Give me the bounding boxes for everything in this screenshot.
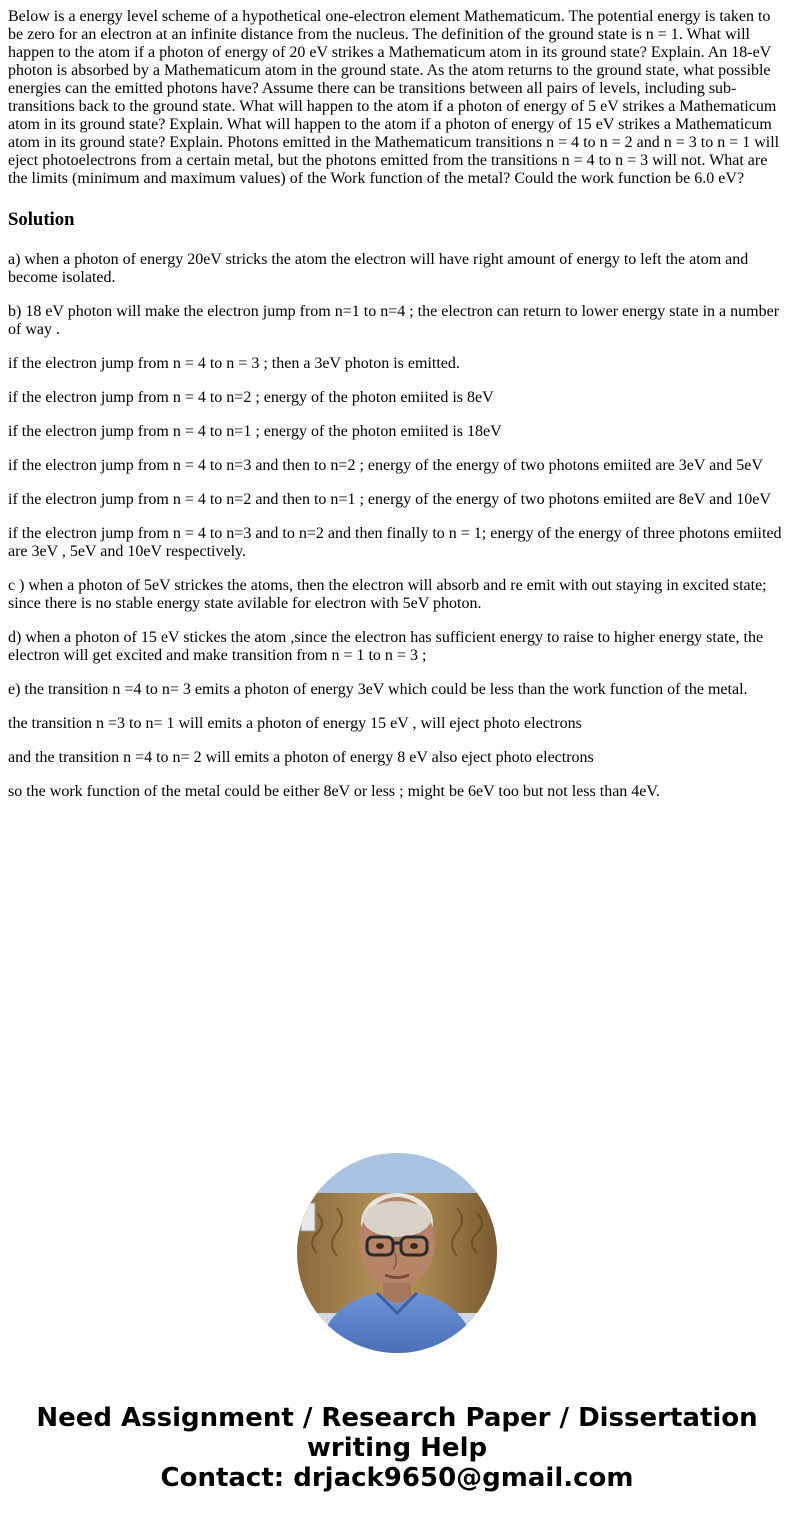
answer-paragraph: if the electron jump from n = 4 to n=2 and then to n=1 ; energy of the energy of two photons emiited are 8eV and 10eV (8, 491, 771, 508)
answer-paragraph: e) the transition n =4 to n= 3 emits a photon of energy 3eV which could be less than the work function of the metal. (8, 681, 748, 698)
question-text: Below is a energy level scheme of a hypothetical one-electron element Mathematicum. The potential energy is taken to be zero for an electron at an infinite distance from the nucleus. The definition of the ground state is n = 1. What will happen to the atom if a photon of energy of 20 eV strikes a Mathematicum atom in its ground state? Explain. An 18-eV photon is absorbed by a Mathematicum atom in the ground state. As the atom returns to the ground state, what possible energies can the emitted photons have? Assume there can be transitions between all pairs of levels, including sub-transitions back to the ground state. What will happen to the atom if a photon of energy of 5 eV strikes a Mathematicum atom in its ground state? Explain. What will happen to the atom if a photon of energy of 15 eV strikes a Mathematicum atom in its ground state? Explain. Photons emitted in the Mathematicum transitions n = 4 to n = 2 and n = 3 to n = 1 will eject photoelectrons from a certain metal, but the photons emitted from the transitions n = 4 to n = 3 will not. What are the limits (minimum and maximum values) of the Work function of the metal? Could the work function be 6.0 eV? (8, 8, 780, 187)
answer-paragraph: a) when a photon of energy 20eV stricks the atom the electron will have right amount of energy to left the atom and become isolated. (8, 251, 749, 286)
document-body (8, 8, 786, 801)
tutor-portrait-image (297, 1153, 497, 1353)
solution-heading: Solution (8, 209, 75, 230)
answer-paragraph: and the transition n =4 to n= 2 will emits a photon of energy 8 eV also eject photo electrons (8, 749, 594, 766)
promo-line: writing Help (306, 1433, 488, 1463)
answer-paragraph: if the electron jump from n = 4 to n = 3 ; then a 3eV photon is emitted. (8, 355, 460, 372)
answer-paragraph: b) 18 eV photon will make the electron jump from n=1 to n=4 ; the electron can return to lower energy state in a number of way . (8, 303, 780, 338)
answer-paragraph: c ) when a photon of 5eV strickes the atoms, then the electron will absorb and re emit with out staying in excited state; since there is no stable energy state avilable for electron with 5eV photon. (8, 577, 767, 612)
answer-paragraph: the transition n =3 to n= 1 will emits a photon of energy 15 eV , will eject photo electrons (8, 715, 582, 732)
promo-footer (0, 1403, 794, 1493)
answer-paragraph: if the electron jump from n = 4 to n=3 and to n=2 and then finally to n = 1; energy of the energy of three photons emiited are 3eV , 5eV and 10eV respectively. (8, 525, 782, 560)
promo-line: Need Assignment / Research Paper / Dissertation (36, 1403, 758, 1433)
contact-line: Contact: drjack9650@gmail.com (160, 1463, 634, 1493)
answer-paragraph: d) when a photon of 15 eV stickes the atom ,since the electron has sufficient energy to raise to higher energy state, the electron will get excited and make transition from n = 1 to n = 3 ; (8, 629, 764, 664)
answer-paragraph: so the work function of the metal could be either 8eV or less ; might be 6eV too but not less than 4eV. (8, 783, 660, 800)
answer-paragraph: if the electron jump from n = 4 to n=2 ; energy of the photon emiited is 8eV (8, 389, 494, 406)
answer-paragraph: if the electron jump from n = 4 to n=1 ; energy of the photon emiited is 18eV (8, 423, 502, 440)
tutor-avatar (297, 1153, 497, 1353)
answer-paragraph: if the electron jump from n = 4 to n=3 and then to n=2 ; energy of the energy of two photons emiited are 3eV and 5eV (8, 457, 763, 474)
